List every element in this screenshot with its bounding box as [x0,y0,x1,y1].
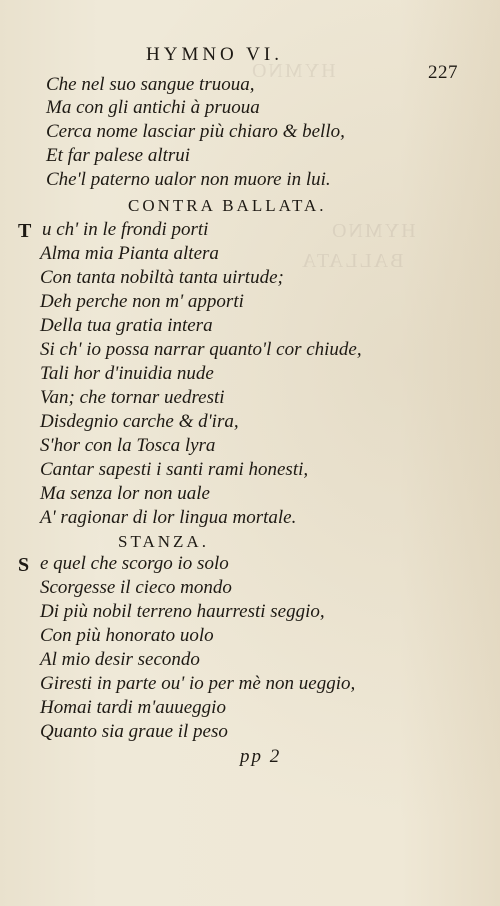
verse-line: Con più honorato uolo [40,625,214,646]
show-through-text: BALLATA [300,250,404,272]
page-number: 227 [428,62,458,83]
section-heading-stanza: STANZA. [118,532,209,551]
verse-line: Ma con gli antichi à pruoua [46,97,260,118]
verse-line: Quanto sia graue il peso [40,721,228,742]
verse-line: u ch' in le frondi porti [42,219,209,240]
verse-line: Homai tardi m'auueggio [40,697,226,718]
show-through-text: HYMNO [250,60,336,82]
verse-line: A' ragionar di lor lingua mortale. [40,507,297,528]
verse-line: Tali hor d'inuidia nude [40,363,214,384]
verse-line: Cantar sapesti i santi rami honesti, [40,459,309,480]
verse-line: Cerca nome lasciar più chiaro & bello, [46,121,345,142]
verse-line: Scorgesse il cieco mondo [40,577,232,598]
drop-initial: T [18,220,32,242]
verse-line: Alma mia Pianta altera [40,243,219,264]
verse-line: Che'l paterno ualor non muore in lui. [46,169,331,190]
verse-line: Disdegnio carche & d'ira, [40,411,239,432]
verse-line: Giresti in parte ou' io per mè non ueggio, [40,673,356,694]
verse-line: Al mio desir secondo [40,649,200,670]
section-heading-contra-ballata: CONTRA BALLATA. [128,196,327,215]
verse-line: Et far palese altrui [46,145,191,166]
verse-line: Con tanta nobiltà tanta uirtude; [40,267,284,288]
signature-mark: pp 2 [240,746,282,767]
verse-line: Si ch' io possa narrar quanto'l cor chiude, [40,339,362,360]
verse-line: Deh perche non m' apporti [40,291,244,312]
page-header [0,44,500,83]
verse-line: Della tua gratia intera [40,315,213,336]
verse-line: S'hor con la Tosca lyra [40,435,216,456]
verse-line: Di più nobil terreno haurresti seggio, [40,601,325,622]
show-through-text: HYMNO [330,220,416,242]
verse-line: Che nel suo sangue truoua, [46,74,255,95]
verse-line: e quel che scorgo io solo [40,553,229,574]
drop-initial: S [18,554,30,576]
running-title: HYMNO VI. [146,44,283,65]
verse-line: Van; che tornar uedresti [40,387,225,408]
verse-line: Ma senza lor non uale [40,483,210,504]
